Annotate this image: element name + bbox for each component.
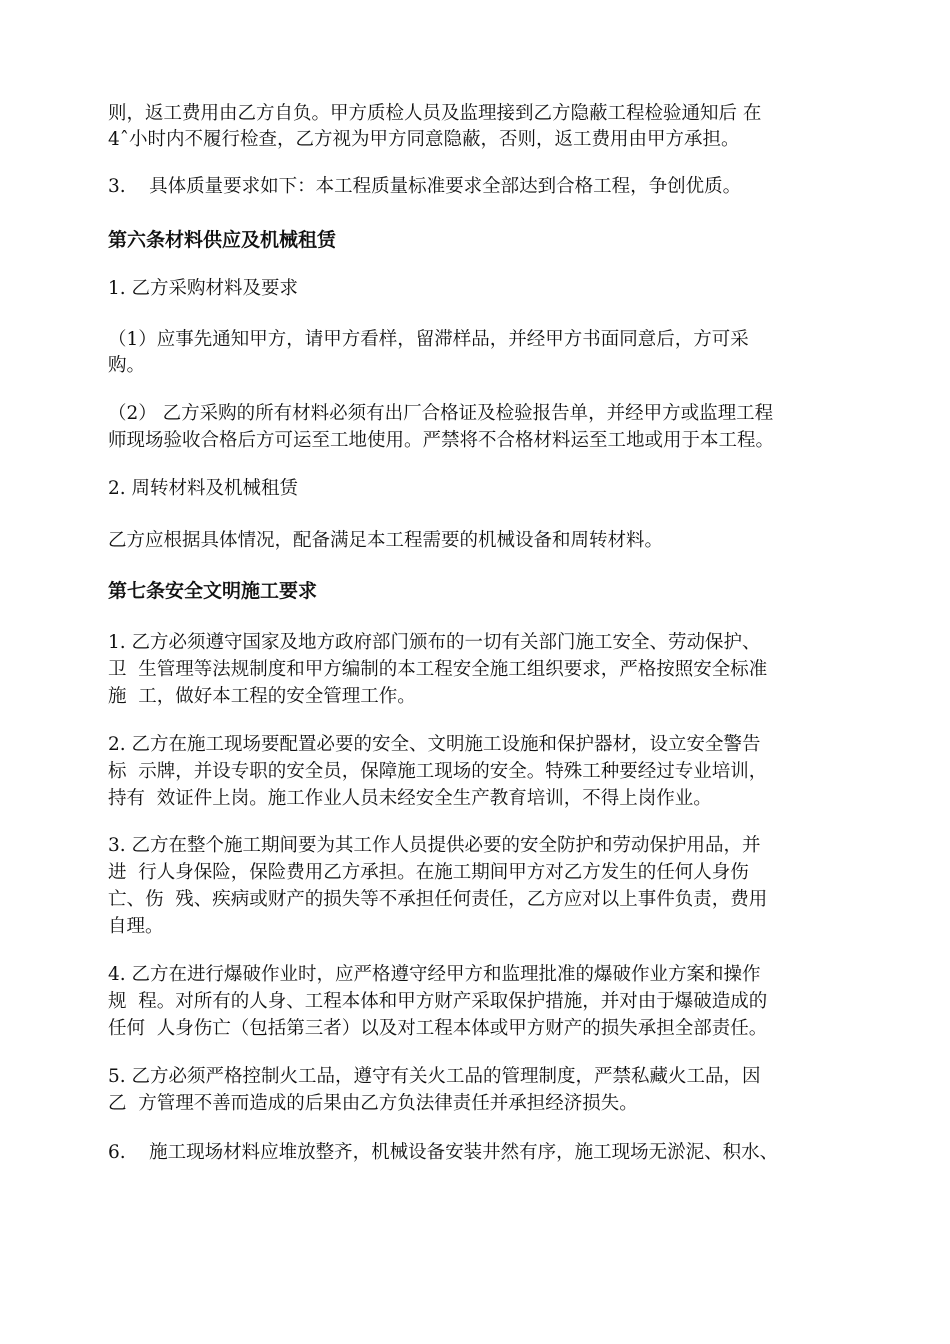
paragraph-line: 乙 方管理不善而造成的后果由乙方负法律责任并承担经济损失。: [108, 1093, 638, 1114]
paragraph-line: 进 行人身保险，保险费用乙方承担。在施工期间甲方对乙方发生的任何人身伤: [108, 862, 749, 883]
subsection-heading: 1. 乙方采购材料及要求: [108, 278, 299, 299]
paragraph-line: 持有 效证件上岗。施工作业人员未经安全生产教育培训，不得上岗作业。: [108, 788, 712, 809]
subsection-heading: 2. 周转材料及机械租赁: [108, 478, 299, 499]
paragraph-line: 标 示牌，并设专职的安全员，保障施工现场的安全。特殊工种要经过专业培训，: [108, 761, 768, 782]
paragraph-line: 自理。: [108, 916, 164, 937]
paragraph-line: 4. 乙方在进行爆破作业时，应严格遵守经甲方和监理批准的爆破作业方案和操作: [108, 964, 761, 985]
paragraph-line: 规 程。对所有的人身、工程本体和甲方财产采取保护措施，并对由于爆破造成的: [108, 991, 768, 1012]
paragraph-line: 1. 乙方必须遵守国家及地方政府部门颁布的一切有关部门施工安全、劳动保护、: [108, 632, 761, 653]
paragraph-line: 则，返工费用由乙方自负。甲方质检人员及监理接到乙方隐蔽工程检验通知后 在: [108, 103, 762, 124]
paragraph-line: （2） 乙方采购的所有材料必须有出厂合格证及检验报告单，并经甲方或监理工程: [108, 403, 774, 424]
paragraph-line: 卫 生管理等法规制度和甲方编制的本工程安全施工组织要求，严格按照安全标准: [108, 659, 768, 680]
paragraph-line: 6. 施工现场材料应堆放整齐，机械设备安装井然有序，施工现场无淤泥、积水、: [108, 1142, 779, 1163]
paragraph-line: 4ˆ小时内不履行检查，乙方视为甲方同意隐蔽，否则，返工费用由甲方承担。: [108, 129, 740, 150]
paragraph-line: 2. 乙方在施工现场要配置必要的安全、文明施工设施和保护器材，设立安全警告: [108, 734, 761, 755]
paragraph-line: 亡、伤 残、疾病或财产的损失等不承担任何责任，乙方应对以上事件负责，费用: [108, 889, 768, 910]
paragraph-line: 乙方应根据具体情况，配备满足本工程需要的机械设备和周转材料。: [108, 530, 664, 551]
paragraph-line: 任何 人身伤亡（包括第三者）以及对工程本体或甲方财产的损失承担全部责任。: [108, 1018, 768, 1039]
paragraph-line: 5. 乙方必须严格控制火工品，遵守有关火工品的管理制度，严禁私藏火工品，因: [108, 1066, 761, 1087]
paragraph-line: 师现场验收合格后方可运至工地使用。严禁将不合格材料运至工地或用于本工程。: [108, 430, 775, 451]
paragraph-line: 施 工，做好本工程的安全管理工作。: [108, 686, 416, 707]
paragraph-line: 购。: [108, 355, 146, 376]
section-heading: 第六条材料供应及机械租赁: [108, 229, 337, 251]
paragraph-line: 3. 乙方在整个施工期间要为其工作人员提供必要的安全防护和劳动保护用品，并: [108, 835, 761, 856]
paragraph-line: （1）应事先通知甲方，请甲方看样，留滞样品，并经甲方书面同意后，方可采: [108, 329, 749, 350]
section-heading: 第七条安全文明施工要求: [108, 580, 318, 602]
paragraph-line: 3. 具体质量要求如下：本工程质量标准要求全部达到合格工程，争创优质。: [108, 176, 742, 197]
